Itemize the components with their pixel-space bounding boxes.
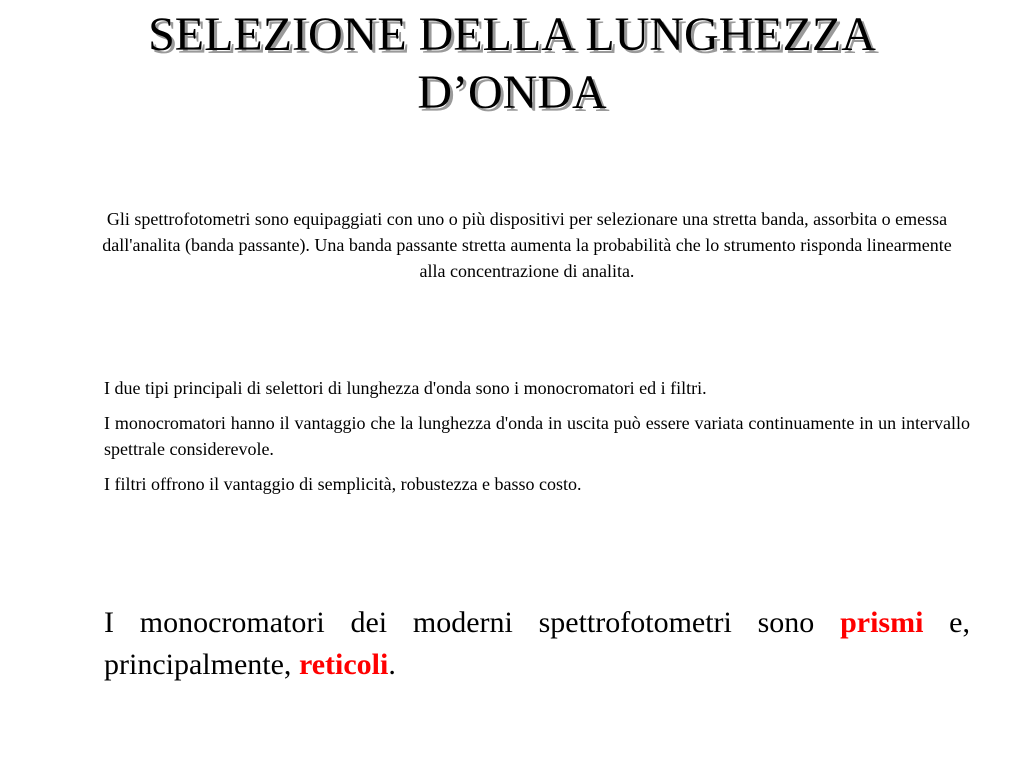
slide-title-line-2: D’ONDA (417, 66, 607, 119)
conclusion-text-3: . (388, 648, 396, 681)
highlight-prismi: prismi (840, 606, 924, 639)
slide-title (0, 6, 1024, 122)
selector-types-section (104, 375, 970, 506)
highlight-reticoli: reticoli (298, 648, 389, 681)
paragraph-filters: I filtri offrono il vantaggio di semplicità, robustezza e basso costo. (104, 474, 582, 494)
conclusion-text-2: e, principalmente, (104, 606, 970, 681)
paragraph-main-types: I due tipi principali di selettori di lunghezza d'onda sono i monocromatori ed i filtri. (104, 378, 707, 398)
conclusion-paragraph (104, 602, 970, 686)
slide-title-line-1: SELEZIONE DELLA LUNGHEZZA (148, 8, 876, 61)
paragraph-monochromators: I monocromatori hanno il vantaggio che la lunghezza d'onda in uscita può essere variata continuamente in un intervallo spettrale considerevole. (104, 413, 970, 459)
conclusion-text-1: I monocromatori dei moderni spettrofotometri sono (104, 606, 841, 639)
intro-paragraph: Gli spettrofotometri sono equipaggiati con uno o più dispositivi per selezionare una stretta banda, assorbita o emessa dall'analita (banda passante). Una banda passante stretta aumenta la probabilità che lo strumento risponda linearmente alla concentrazione di analita. (102, 209, 952, 281)
